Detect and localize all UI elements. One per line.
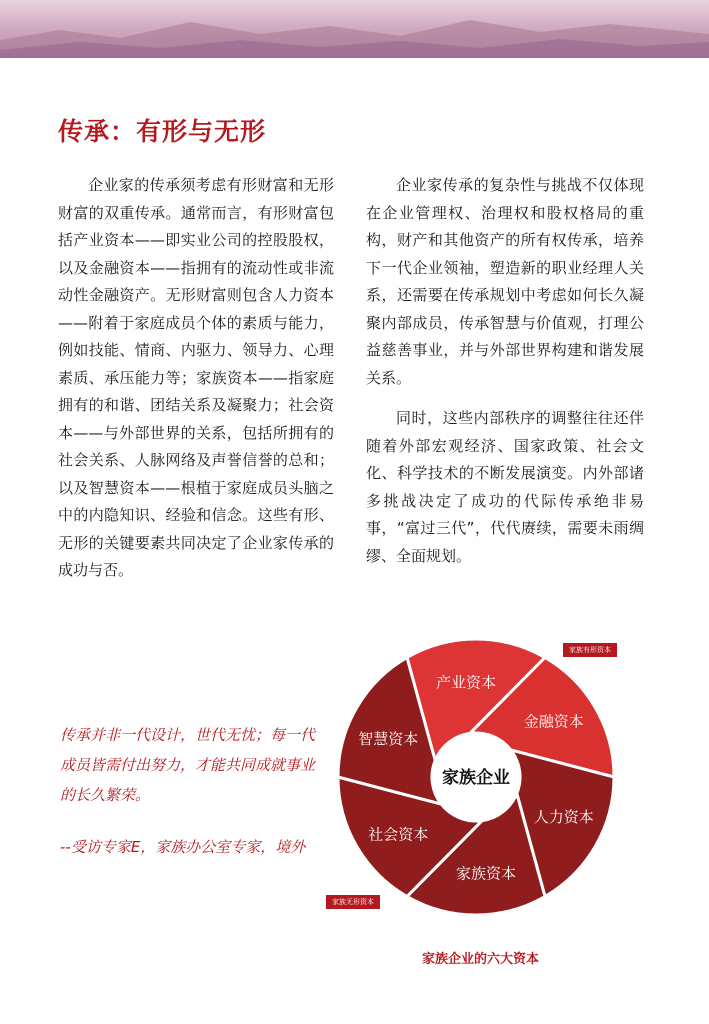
segment-label-3: 人力资本 bbox=[533, 808, 594, 826]
segment-label-4: 家族资本 bbox=[455, 864, 517, 883]
segment-label-6: 智慧资本 bbox=[358, 730, 419, 748]
intangible-capital-tag: 家族无形资本 bbox=[326, 895, 380, 909]
tangible-capital-tag: 家族有形资本 bbox=[563, 643, 617, 657]
pull-quote: 传承并非一代设计，世代无忧；每一代成员皆需付出努力，才能共同成就事业的长久繁荣。 bbox=[60, 726, 316, 804]
page-title: 传承：有形与无形 bbox=[58, 117, 267, 146]
segment-label-5: 社会资本 bbox=[368, 825, 429, 844]
quote-attribution: --受访专家E，家族办公室专家，境外 bbox=[60, 838, 306, 856]
right-paragraph-2: 同时，这些内部秩序的调整往往还伴随着外部宏观经济、国家政策、社会文化、科学技术的不断发展演变。内外部诸多挑战决定了成功的代际传承绝非易事，“富过三代”，代代赓续，需要未雨绸缪、全面规划。 bbox=[366, 409, 644, 565]
diagram-caption: 家族企业的六大资本 bbox=[422, 952, 540, 967]
center-label: 家族企业 bbox=[442, 768, 510, 788]
segment-label-2: 金融资本 bbox=[523, 712, 584, 731]
left-paragraph: 企业家的传承须考虑有形财富和无形财富的双重传承。通常而言，有形财富包括产业资本——即实业公司的控股股权，以及金融资本——指拥有的流动性或非流动性金融资产。无形财富则包含人力资本——附着于家庭成员个体的素质与能力，例如技能、情商、内驱力、领导力、心理素质、承压能力等；家族资本——指家庭拥有的和谐、团结关系及凝聚力；社会资本——与外部世界的关系，包括所拥有的社会关系、人脉网络及声誉信誉的总和；以及智慧资本——根植于家庭成员头脑之中的内隐知识、经验和信念。这些有形、无形的关键要素共同决定了企业家传承的成功与否。 bbox=[58, 176, 334, 579]
right-paragraph-1: 企业家传承的复杂性与挑战不仅体现在企业管理权、治理权和股权格局的重构，财产和其他资产的所有权传承，培养下一代企业领袖，塑造新的职业经理人关系，还需要在传承规划中考虑如何长久凝聚内部成员，传承智慧与价值观，打理公益慈善事业，并与外部世界构建和谐发展关系。 bbox=[366, 176, 644, 387]
segment-label-1: 产业资本 bbox=[435, 673, 497, 692]
